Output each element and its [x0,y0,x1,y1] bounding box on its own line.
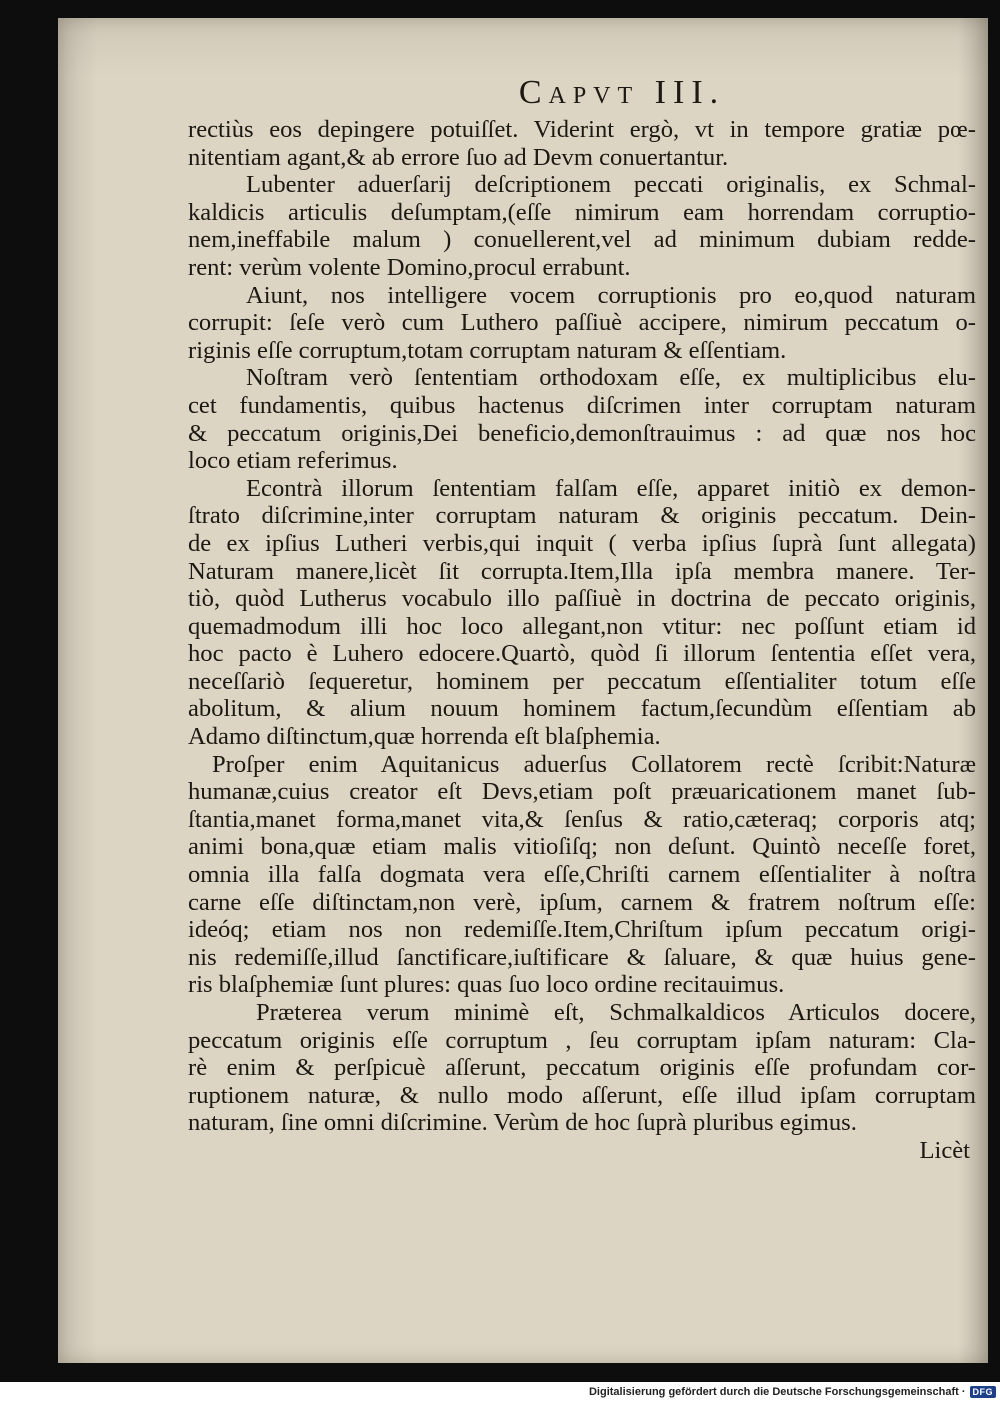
text-line: ideóq; etiam nos non redemiſſe.Item,Chriſtum ipſum peccatum origi- [188,916,976,944]
text-line: neceſſariò ſequeretur, hominem per peccatum eſſentialiter totum eſſe [188,667,976,695]
text-line: Lubenter aduerſarij deſcriptionem peccati originalis, ex Schmal- [246,171,976,199]
text-line: kaldicis articulis deſumptam,(eſſe nimirum eam horrendam corruptio- [188,198,976,226]
dfg-logo: DFG [970,1386,997,1398]
catchword: Licèt [919,1136,970,1164]
text-line: humanæ,cuius creator eſt Devs,etiam poſt præuaricationem manet ſub- [188,778,976,806]
text-line: ruptionem naturæ, & nullo modo aſſerunt, eſſe illud ipſam corruptam [188,1081,976,1109]
text-line: rè enim & perſpicuè aſſerunt, peccatum originis eſſe profundam cor- [188,1054,976,1082]
digitization-footer [0,1382,1000,1402]
text-line: tiò, quòd Lutherus vocabulo illo paſſiuè in doctrina de peccato originis, [188,585,976,613]
footer-credit-text: Digitalisierung gefördert durch die Deutsche Forschungsgemeinschaft · [588,1386,966,1398]
text-line: rectiùs eos depingere potuiſſet. Viderint ergò, vt in tempore gratiæ pœ- [188,116,976,143]
text-line: de ex ipſius Lutheri verbis,qui inquit ( verba ipſius ſuprà ſunt allegata) [188,529,976,557]
text-line: Naturam manere,licèt ſit corrupta.Item,Illa ipſa membra manere. Ter- [188,557,976,585]
text-line: peccatum originis eſſe corruptum , ſeu corruptam ipſam naturam: Cla- [188,1026,976,1054]
text-line: ris blaſphemiæ ſunt plures: quas ſuo loco ordine recitauimus. [188,971,785,999]
text-line: nem,ineffabile malum ) conuellerent,vel ad minimum dubiam redde- [188,226,976,254]
running-head: Capvt III. [518,74,726,111]
text-line: Adamo diſtinctum,quæ horrenda eſt blaſphemia. [188,723,661,751]
text-line: quemadmodum illi hoc loco allegant,non vtitur: nec poſſunt etiam id [188,612,976,640]
text-line: Præterea verum minimè eſt, Schmalkaldicos Articulos docere, [256,999,976,1026]
text-line: nis redemiſſe,illud ſanctificare,iuſtificare & ſaluare, & quæ huius gene- [188,943,976,971]
text-block [188,70,976,1165]
text-line: Aiunt, nos intelligere vocem corruptionis pro eo,quod naturam [246,281,976,309]
text-line: cet fundamentis, quibus hactenus diſcrimen inter corruptam naturam [188,391,976,419]
text-line: naturam, ſine omni diſcrimine. Verùm de hoc ſuprà pluribus egimus. [188,1109,857,1137]
text-line: riginis eſſe corruptum,totam corruptam naturam & eſſentiam. [188,336,787,364]
text-line: corrupit: ſeſe verò cum Luthero paſſiuè accipere, nimirum peccatum o- [188,309,976,337]
text-line: Noſtram verò ſententiam orthodoxam eſſe, ex multiplicibus elu- [246,364,976,392]
body-text [188,116,976,1137]
text-line: ſtrato diſcrimine,inter corruptam naturam & originis peccatum. Dein- [188,502,976,530]
text-line: Econtrà illorum ſententiam falſam eſſe, apparet initiò ex demon- [246,474,976,502]
text-line: animi bona,quæ etiam malis vitioſiſq; non deſunt. Quintò neceſſe foret, [188,833,976,861]
text-line: carne eſſe diſtinctam,non verè, ipſum, carnem & fratrem noſtrum eſſe: [188,888,976,916]
text-line: Proſper enim Aquitanicus aduerſus Collatorem rectè ſcribit:Naturæ [212,750,976,778]
text-line: ſtantia,manet forma,manet vita,& ſenſus & ratio,cæteraq; corporis atq; [188,805,976,833]
text-line: hoc pacto è Luhero edocere.Quartò, quòd ſi illorum ſententia eſſet vera, [188,640,976,668]
text-line: & peccatum originis,Dei beneficio,demonſtrauimus : ad quæ nos hoc [188,419,976,447]
text-line: rent: verùm volente Domino,procul errabunt. [188,253,631,281]
text-line: loco etiam referimus. [188,447,398,475]
text-line: abolitum, & alium nouum hominem factum,ſecundùm eſſentiam ab [188,695,976,723]
text-line: nitentiam agant,& ab errore ſuo ad Devm conuertantur. [188,143,729,171]
text-line: omnia illa falſa dogmata vera eſſe,Chriſti carnem eſſentialiter à noſtra [188,861,976,889]
